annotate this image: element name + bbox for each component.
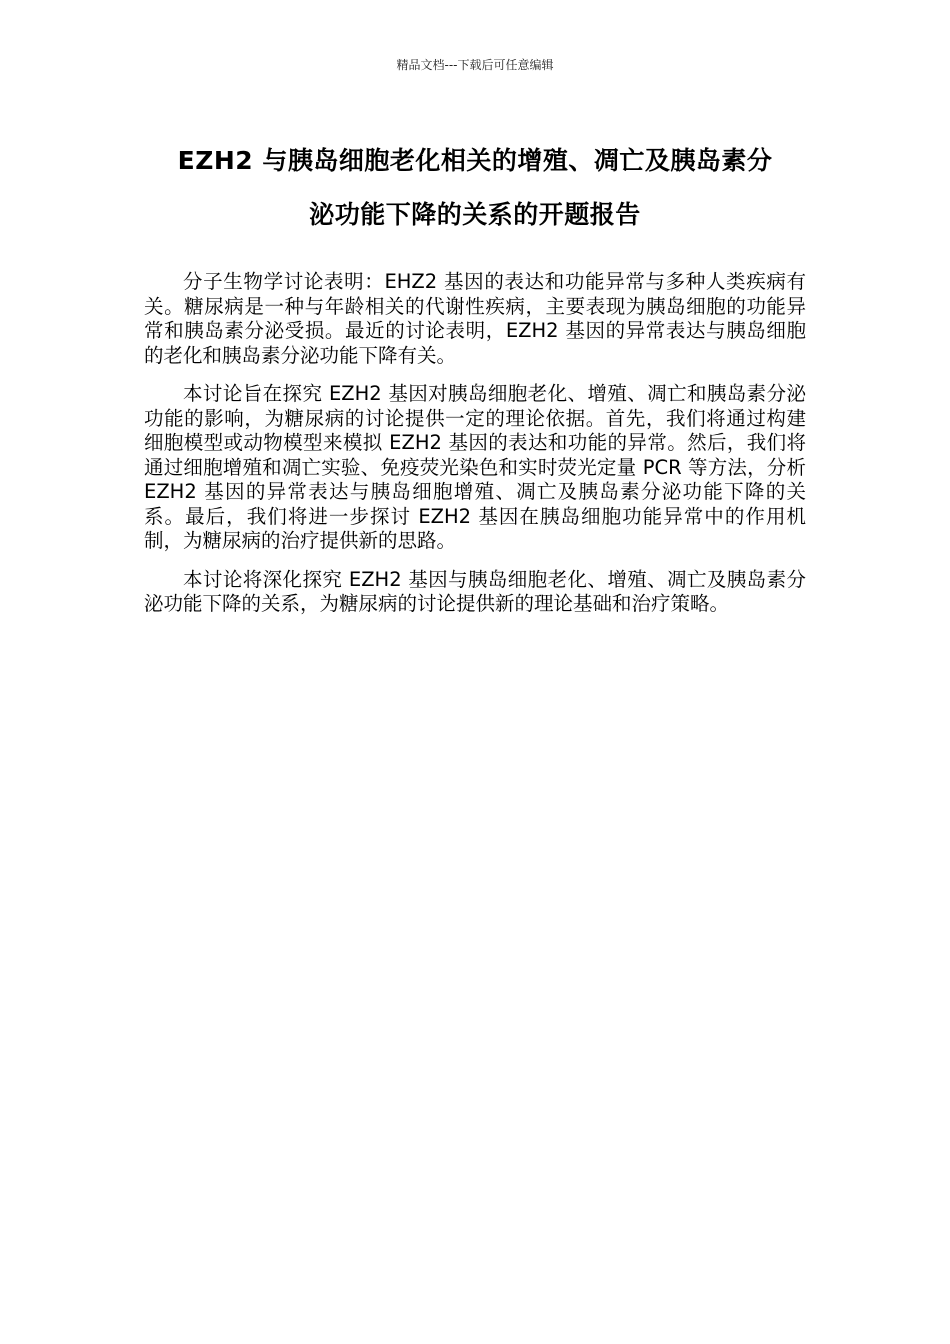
paragraph-2: 本讨论旨在探究 EZH2 基因对胰岛细胞老化、增殖、凋亡和胰岛素分泌功能的影响，为糖尿病的讨论提供一定的理论依据。首先，我们将通过构建细胞模型或动物模型来模拟 EZH2 基因的表达和功能的异常。然后，我们将通过细胞增殖和凋亡实验、免疫荧光染色和实时荧光定量 PCR 等方法，分析 EZH2 基因的异常表达与胰岛细胞增殖、凋亡及胰岛素分泌功能下降的关系。最后，我们将进一步探讨 EZH2 基因在胰岛细胞功能异常中的作用机制，为糖尿病的治疗提供新的思路。 — [144, 382, 806, 552]
document-body — [144, 270, 806, 631]
title-line-1: EZH2 与胰岛细胞老化相关的增殖、凋亡及胰岛素分 — [177, 146, 773, 175]
title-line-2: 泌功能下降的关系的开题报告 — [309, 200, 641, 229]
header-note: 精品文档---下载后可任意编辑 — [396, 58, 554, 72]
paragraph-1: 分子生物学讨论表明：EHZ2 基因的表达和功能异常与多种人类疾病有关。糖尿病是一种与年龄相关的代谢性疾病，主要表现为胰岛细胞的功能异常和胰岛素分泌受损。最近的讨论表明，EZH2 基因的异常表达与胰岛细胞的老化和胰岛素分泌功能下降有关。 — [144, 270, 806, 367]
document-title — [140, 134, 810, 242]
paragraph-3: 本讨论将深化探究 EZH2 基因与胰岛细胞老化、增殖、凋亡及胰岛素分泌功能下降的关系，为糖尿病的讨论提供新的理论基础和治疗策略。 — [144, 567, 806, 615]
